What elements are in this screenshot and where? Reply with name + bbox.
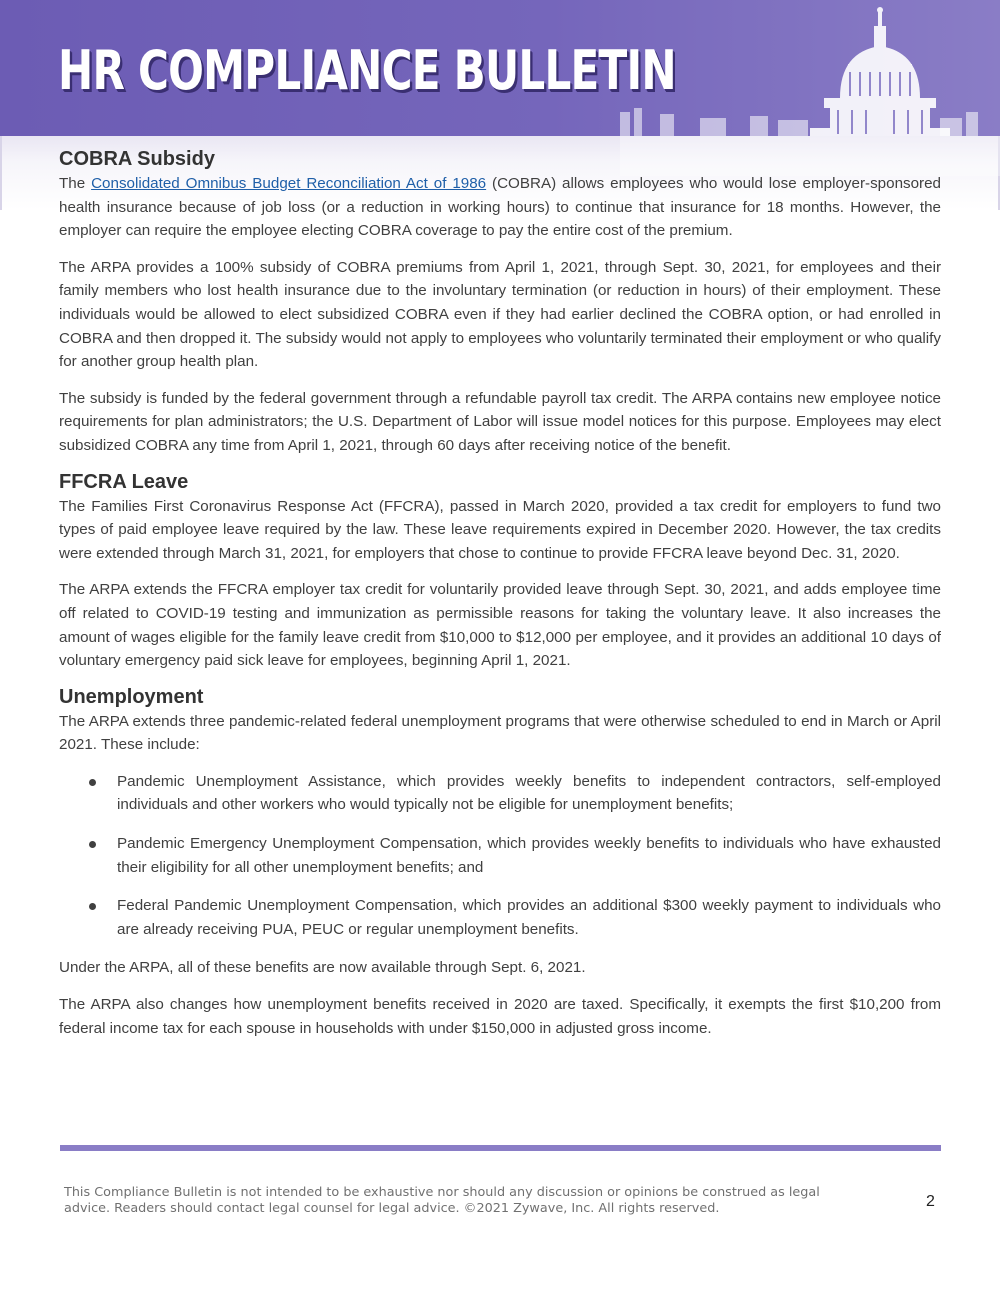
bullet-icon [89, 903, 96, 910]
bullet-icon [89, 841, 96, 848]
cobra-paragraph-3: The subsidy is funded by the federal government through a refundable payroll tax credit. The ARPA contains new employee notice requirements for plan administrators; the U.S. Department of Labor will issue model notices for this purpose. Employees may elect subsidized COBRA any time from April 1, 2021, through 60 days after receiving notice of the benefit. [59, 389, 941, 454]
cobra-act-link[interactable]: Consolidated Omnibus Budget Reconciliation Act of 1986 [91, 175, 487, 192]
bulletin-body [59, 146, 941, 1040]
cobra-paragraph-1 [59, 172, 941, 243]
list-item-text: Pandemic Emergency Unemployment Compensation, which provides weekly benefits to individuals who have exhausted their eligibility for all other unemployment benefits; and [117, 835, 941, 876]
section-heading-unemployment: Unemployment [59, 685, 204, 708]
cobra-p1-suffix: (COBRA) allows employees who would lose employer-sponsored health insurance because of job loss (or a reduction in working hours) to continue that insurance for 18 months. However, the employer can require the employee electing COBRA coverage to pay the entire cost of the premium. [59, 175, 942, 240]
section-heading-ffcra: FFCRA Leave [59, 470, 189, 493]
unemployment-paragraph-2: Under the ARPA, all of these benefits are now available through Sept. 6, 2021. [59, 959, 586, 977]
section-heading-cobra: COBRA Subsidy [59, 148, 215, 170]
list-item [59, 894, 941, 941]
cobra-paragraph-2: The ARPA provides a 100% subsidy of COBRA premiums from April 1, 2021, through Sept. 30, 2021, for employees and their family members who lost health insurance due to the involuntary termination (or reduction in hours) of their employment. These individuals would be allowed to elect subsidized COBRA even if they had earlier declined the COBRA option, or had enrolled in COBRA and then dropped it. The subsidy would not apply to employees who voluntarily terminated their employment or who qualify for another group health plan. [59, 258, 941, 371]
page-number: 2 [926, 1193, 935, 1210]
bullet-icon [89, 779, 96, 786]
list-item [59, 832, 941, 879]
list-item [59, 770, 941, 817]
list-item-text: Federal Pandemic Unemployment Compensation, which provides an additional $300 weekly payment to individuals who are already receiving PUA, PEUC or regular unemployment benefits. [117, 897, 941, 938]
ffcra-paragraph-2: The ARPA extends the FFCRA employer tax credit for voluntarily provided leave through Sept. 30, 2021, and adds employee time off related to COVID-19 testing and immunization as permissible reasons for taking the voluntary leave. It also increases the amount of wages eligible for the family leave credit from $10,000 to $12,000 per employee, and it provides an additional 10 days of voluntary emergency paid sick leave for employees, beginning April 1, 2021. [59, 581, 941, 670]
unemployment-intro: The ARPA extends three pandemic-related federal unemployment programs that were otherwise scheduled to end in March or April 2021. These include: [59, 712, 941, 754]
bulletin-title: HR COMPLIANCE BULLETIN [58, 39, 676, 102]
footer-disclaimer: This Compliance Bulletin is not intended to be exhaustive nor should any discussion or opinions be construed as legal advice. Readers should contact legal counsel for legal advice. ©2021 Zywave, Inc. All rights reserved. [64, 1185, 820, 1216]
cobra-p1-prefix: The [59, 175, 92, 192]
footer-divider [60, 1145, 941, 1151]
unemployment-program-list [59, 770, 941, 942]
banner-edge-left [0, 136, 2, 210]
unemployment-paragraph-3: The ARPA also changes how unemployment benefits received in 2020 are taxed. Specifically, it exempts the first $10,200 from federal income tax for each spouse in households with under $150,000 in adjusted gross income. [59, 996, 941, 1037]
ffcra-paragraph-1: The Families First Coronavirus Response Act (FFCRA), passed in March 2020, provided a tax credit for employers to fund two types of paid employee leave required by the law. These leave requirements expired in December 2020. However, the tax credits were extended through March 31, 2021, for employers that chose to continue to provide FFCRA leave beyond Dec. 31, 2020. [59, 497, 941, 562]
list-item-text: Pandemic Unemployment Assistance, which provides weekly benefits to independent contractors, self-employed individuals and other workers who would typically not be eligible for unemployment benefits; [117, 772, 941, 814]
